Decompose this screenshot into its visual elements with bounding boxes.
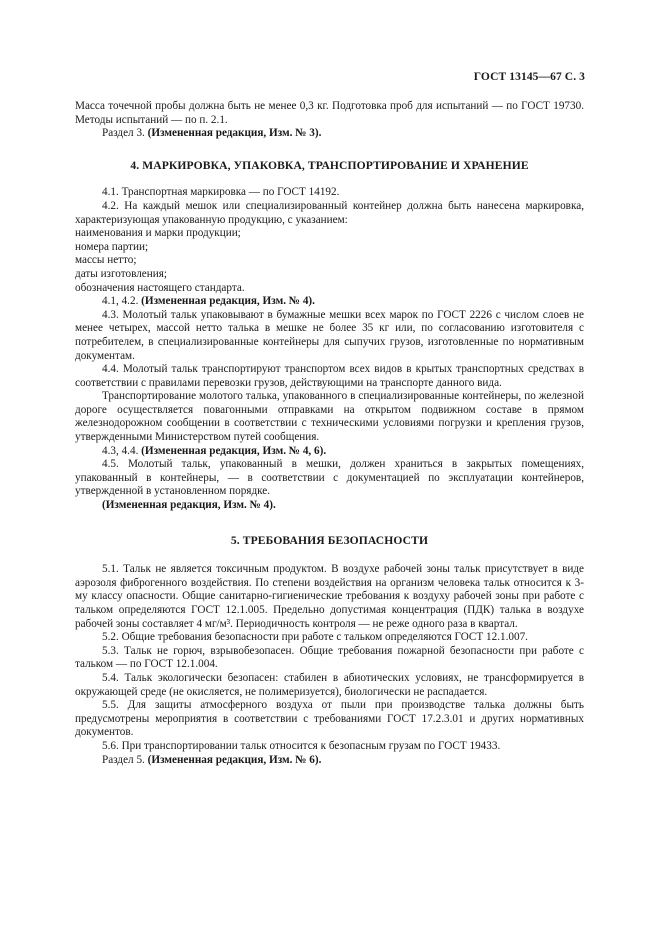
marking-list-item: наименования и марки продукции; (75, 227, 241, 240)
section3-amendment-note (75, 127, 584, 141)
clause-5-3: 5.3. Тальк не горюч, взрывобезопасен. Общие требования пожарной безопасности при работе с тальком — по ГОСТ 12.1.004. (75, 644, 584, 671)
clause-5-1: 5.1. Тальк не является токсичным продуктом. В воздухе рабочей зоны тальк присутствует в виде аэрозоля фиброгенного воздействия. По степени воздействия на организм человека тальк относится к 3-му классу опасности. Общие санитарно-гигиенические требования к воздуху рабочей зоны при работе с тальком определяются ГОСТ 12.1.005. Предельно допустимая концентрация (ПДК) талька в воздухе рабочей зоны составляет 4 мг/м³. Периодичность контроля — не реже одного раза в квартал. (75, 563, 584, 630)
marking-list-item: обозначения настоящего стандарта. (75, 281, 245, 294)
amendment-prefix: Раздел 5. (102, 753, 145, 766)
page-content (75, 100, 584, 767)
section5-title: 5. ТРЕБОВАНИЯ БЕЗОПАСНОСТИ (230, 533, 429, 547)
amendment-prefix: 4.1, 4.2. (102, 295, 139, 308)
section5-amendment-note (75, 754, 584, 768)
clause-4-1: 4.1. Транспортная маркировка — по ГОСТ 14192. (102, 186, 340, 199)
clause-5-5: 5.5. Для защиты атмосферного воздуха от пыли при производстве талька должны быть предусмотрены мероприятия в соответствии с требованиями ГОСТ 17.2.3.01 и других нормативных документов. (75, 699, 584, 739)
clause-5-6: 5.6. При транспортировании тальк относится к безопасным грузам по ГОСТ 19433. (102, 739, 501, 752)
amendment-note-4-5: (Измененная редакция, Изм. № 4). (102, 499, 276, 512)
clause-4-4: 4.4. Молотый тальк транспортируют транспортом всех видов в крытых транспортных средствах в соответствии с правилами перевозки грузов, действующими на транспорте данного вида. (75, 363, 584, 389)
amendment-note-4-1-4-2 (75, 295, 584, 309)
clause-4-3: 4.3. Молотый тальк упаковывают в бумажные мешки всех марок по ГОСТ 2226 с числом слоев не менее четырех, массой нетто талька в мешке не более 35 кг или, по согласованию изготовителя с потребителем, в специализированные контейнеры для сыпучих грузов, изготовленные по нормативным документам. (75, 308, 584, 362)
clause-4-4-continuation: Транспортирование молотого талька, упакованного в специализированные контейнеры, по железной дороге осуществляется повагонными отправками на открытом подвижном составе в прямом железнодорожном сообщении в соответствии с техническими условиями погрузки и крепления грузов, утвержденными Министерством путей сообщения. (75, 390, 584, 444)
amendment-text: (Измененная редакция, Изм. № 3). (147, 127, 322, 140)
amendment-prefix: 4.3, 4.4. (102, 444, 139, 457)
amendment-text: (Измененная редакция, Изм. № 6). (147, 753, 322, 766)
amendment-prefix: Раздел 3. (102, 127, 145, 140)
marking-list-item: даты изготовления; (75, 267, 167, 280)
marking-list-item: массы нетто; (75, 254, 137, 267)
amendment-note-4-3-4-4 (75, 445, 584, 459)
amendment-text: (Измененная редакция, Изм. № 4, 6). (141, 444, 327, 457)
section3-tail-paragraph: Масса точечной пробы должна быть не менее 0,3 кг. Подготовка проб для испытаний — по ГОСТ 19730. Методы испытаний — по п. 2.1. (75, 100, 584, 126)
marking-list-item: номера партии; (75, 240, 149, 253)
clause-5-2: 5.2. Общие требования безопасности при работе с тальком определяются ГОСТ 12.1.007. (102, 631, 528, 644)
section4-title: 4. МАРКИРОВКА, УПАКОВКА, ТРАНСПОРТИРОВАНИЕ И ХРАНЕНИЕ (130, 158, 529, 172)
clause-4-2: 4.2. На каждый мешок или специализированный контейнер должна быть нанесена маркировка, характеризующая упакованную продукцию, с указанием: (75, 199, 584, 226)
clause-4-5: 4.5. Молотый тальк, упакованный в мешки, должен храниться в закрытых помещениях, упакованный в контейнеры, — в соответствии с документацией по эксплуатации контейнеров, утвержденной в установленном порядке. (75, 458, 584, 498)
running-header: ГОСТ 13145—67 С. 3 (473, 71, 585, 83)
clause-5-4: 5.4. Тальк экологически безопасен: стабилен в абиотических условиях, не трансформируется в окружающей среде (не окисляется, не полимеризуется), биологически не распадается. (75, 671, 584, 698)
amendment-text: (Измененная редакция, Изм. № 4). (141, 295, 315, 308)
